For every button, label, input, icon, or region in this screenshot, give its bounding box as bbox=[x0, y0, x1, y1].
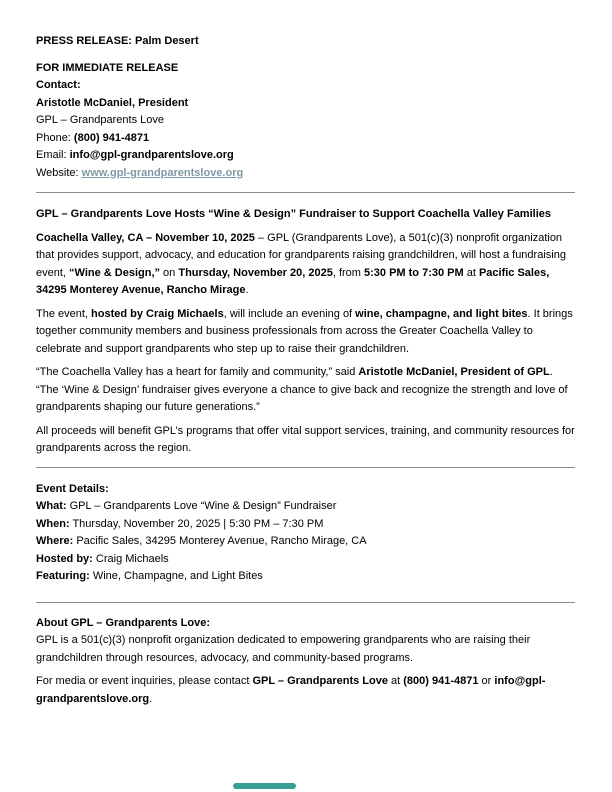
event-detail-value: Wine, Champagne, and Light Bites bbox=[89, 570, 263, 582]
press-release-tag: PRESS RELEASE: Palm Desert bbox=[36, 35, 199, 47]
phone-value: (800) 941-4871 bbox=[73, 131, 150, 144]
document-body bbox=[36, 33, 575, 714]
event-details-heading: Event Details: bbox=[36, 482, 109, 495]
headline: GPL – Grandparents Love Hosts “Wine & Design” Fundraiser to Support Coachella Valley Families bbox=[36, 208, 551, 220]
contact-org: GPL – Grandparents Love bbox=[36, 114, 165, 126]
event-detail-value: Pacific Sales, 34295 Monterey Avenue, Rancho Mirage, CA bbox=[73, 535, 367, 547]
contact-name: Aristotle McDaniel, President bbox=[36, 96, 189, 109]
about-heading: About GPL – Grandparents Love: bbox=[36, 616, 210, 629]
contact-label: Contact: bbox=[36, 79, 81, 91]
phone-label: Phone: bbox=[36, 131, 74, 144]
event-detail-label: Where: bbox=[36, 535, 74, 547]
event-detail-row-when bbox=[36, 516, 575, 534]
event-detail-row-what bbox=[36, 498, 575, 516]
release-line: FOR IMMEDIATE RELEASE bbox=[36, 61, 179, 74]
event-details-block bbox=[36, 481, 575, 586]
section-divider bbox=[36, 467, 575, 468]
phone-line bbox=[36, 130, 575, 148]
website-link[interactable]: www.gpl-grandparentslove.org bbox=[81, 166, 244, 179]
event-detail-label: Hosted by: bbox=[36, 552, 93, 565]
event-detail-row-hosted-by bbox=[36, 551, 575, 569]
about-block bbox=[36, 615, 575, 709]
event-detail-value: Craig Michaels bbox=[92, 552, 169, 565]
section-divider bbox=[36, 192, 575, 193]
event-detail-label: Featuring: bbox=[36, 570, 90, 582]
website-line bbox=[36, 165, 575, 183]
event-detail-label: When: bbox=[36, 517, 70, 530]
paragraph-proceeds: All proceeds will benefit GPL’s programs that offer vital support services, training, and community resources for grandparents across the region. bbox=[36, 424, 575, 454]
email-value: info@gpl-grandparentslove.org bbox=[69, 149, 234, 161]
event-detail-row-featuring bbox=[36, 568, 575, 586]
about-contact: For media or event inquiries, please contact GPL – Grandparents Love at (800) 941-4871 or info@gpl-grandparentslove.org. bbox=[36, 675, 546, 705]
event-detail-value: Thursday, November 20, 2025 | 5:30 PM – 7:30 PM bbox=[69, 517, 324, 530]
event-detail-value: GPL – Grandparents Love “Wine & Design” Fundraiser bbox=[66, 500, 337, 512]
email-line bbox=[36, 147, 575, 165]
paragraph-intro: Coachella Valley, CA – November 10, 2025 – GPL (Grandparents Love), a 501(c)(3) nonprofit organization that provides support, advocacy, and education for grandparents raising grandchildren, will host a fundraising event, “Wine & Design,” on Thursday, November 20, 2025, from 5:30 PM to 7:30 PM at Pacific Sales, 34295 Monterey Avenue, Rancho Mirage. bbox=[36, 231, 566, 296]
section-divider bbox=[36, 602, 575, 603]
paragraph-event: The event, hosted by Craig Michaels, will include an evening of wine, champagne, and light bites. It brings together community members and business professionals from across the Greater Coachella Valley to celebrate and support grandparents who step up to raise their grandchildren. bbox=[36, 307, 573, 355]
paragraph-quote: “The Coachella Valley has a heart for family and community,” said Aristotle McDaniel, President of GPL. “The ‘Wine & Design’ fundraiser gives everyone a chance to give back and recognize the strength and love of grandparents shaping our future generations.” bbox=[36, 366, 568, 413]
contact-block bbox=[36, 60, 575, 183]
about-body: GPL is a 501(c)(3) nonprofit organization dedicated to empowering grandparents who are raising their grandchildren through resources, advocacy, and community-based programs. bbox=[36, 634, 531, 664]
website-label: Website: bbox=[36, 166, 82, 179]
bottom-accent-bar bbox=[233, 783, 296, 789]
event-detail-row-where bbox=[36, 533, 575, 551]
email-label: Email: bbox=[36, 149, 70, 161]
event-detail-label: What: bbox=[36, 500, 67, 512]
